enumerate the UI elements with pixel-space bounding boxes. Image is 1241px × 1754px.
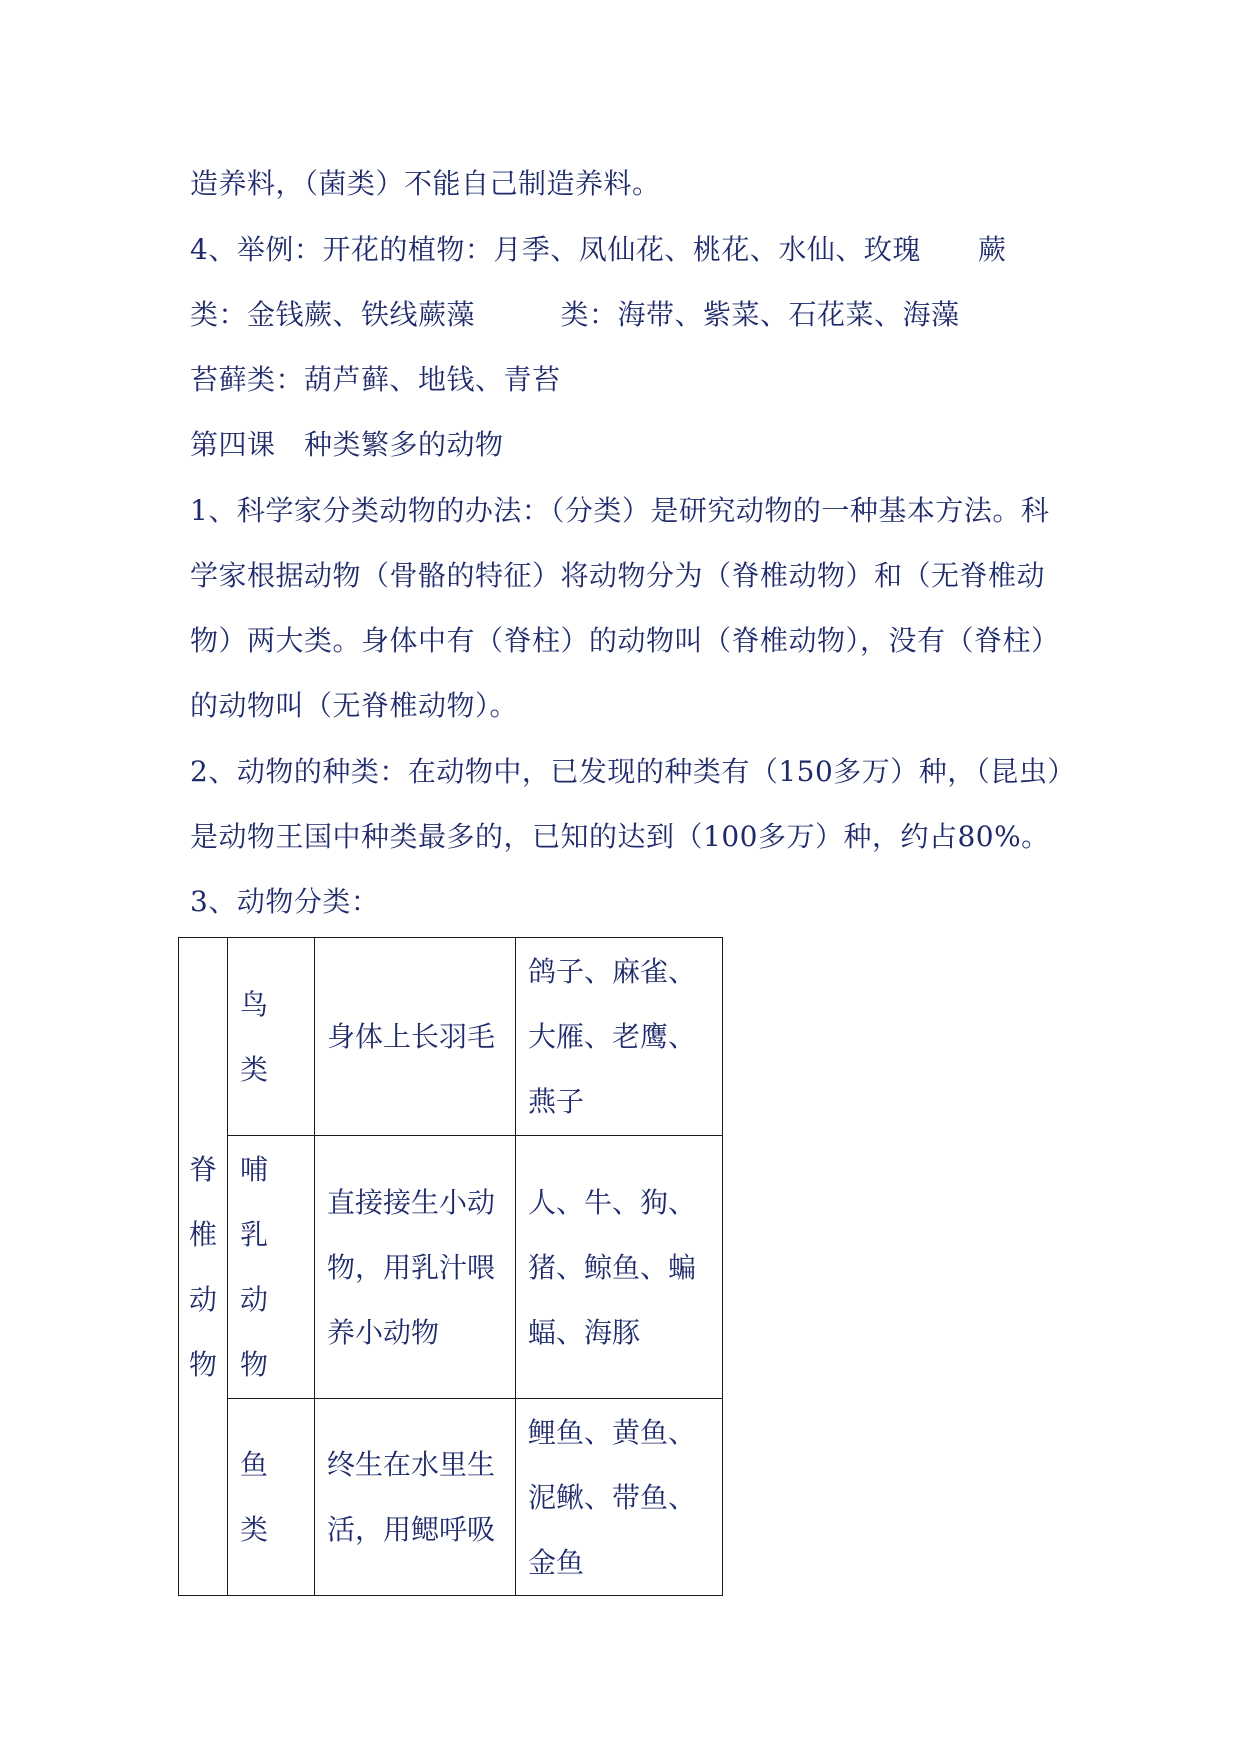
text-line: 类：金钱蕨、铁线蕨藻 类：海带、紫菜、石花菜、海藻 [190,298,960,331]
examples-cell: 鲤鱼、黄鱼、泥鳅、带鱼、金鱼 [516,1399,723,1596]
examples-cell: 鸽子、麻雀、大雁、老鹰、燕子 [516,938,723,1136]
text-line: 4、举例：开花的植物：月季、凤仙花、桃花、水仙、玫瑰 蕨 [190,233,1007,266]
feature-cell: 直接接生小动物，用乳汁喂养小动物 [315,1136,516,1399]
animal-classification-table [178,937,723,1596]
class-cell: 哺乳动物 [228,1136,315,1399]
text-line: 物）两大类。身体中有（脊柱）的动物叫（脊椎动物），没有（脊柱） [190,624,1060,657]
class-cell: 鸟类 [228,938,315,1136]
table-row [179,1399,723,1596]
text-line: 2、动物的种类：在动物中，已发现的种类有（150多万）种，（昆虫） [190,755,1076,788]
text-line: 的动物叫（无脊椎动物）。 [190,689,519,722]
lesson-heading: 第四课 种类繁多的动物 [190,428,504,461]
table-row [179,1136,723,1399]
examples-cell: 人、牛、狗、猪、鲸鱼、蝙蝠、海豚 [516,1136,723,1399]
text-line: 苔藓类：葫芦藓、地钱、青苔 [190,363,561,396]
group-cell: 脊椎动物 [179,938,228,1596]
text-line: 3、动物分类： [190,885,380,918]
text-line: 1、科学家分类动物的办法：（分类）是研究动物的一种基本方法。科 [190,494,1050,527]
class-cell: 鱼类 [228,1399,315,1596]
text-line: 学家根据动物（骨骼的特征）将动物分为（脊椎动物）和（无脊椎动 [190,559,1046,592]
feature-cell: 终生在水里生活，用鳃呼吸 [315,1399,516,1596]
text-line: 是动物王国中种类最多的，已知的达到（100多万）种，约占80%。 [190,820,1050,853]
table-row [179,938,723,1136]
text-line: 造养料，（菌类）不能自己制造养料。 [190,167,661,200]
feature-cell: 身体上长羽毛 [315,938,516,1136]
